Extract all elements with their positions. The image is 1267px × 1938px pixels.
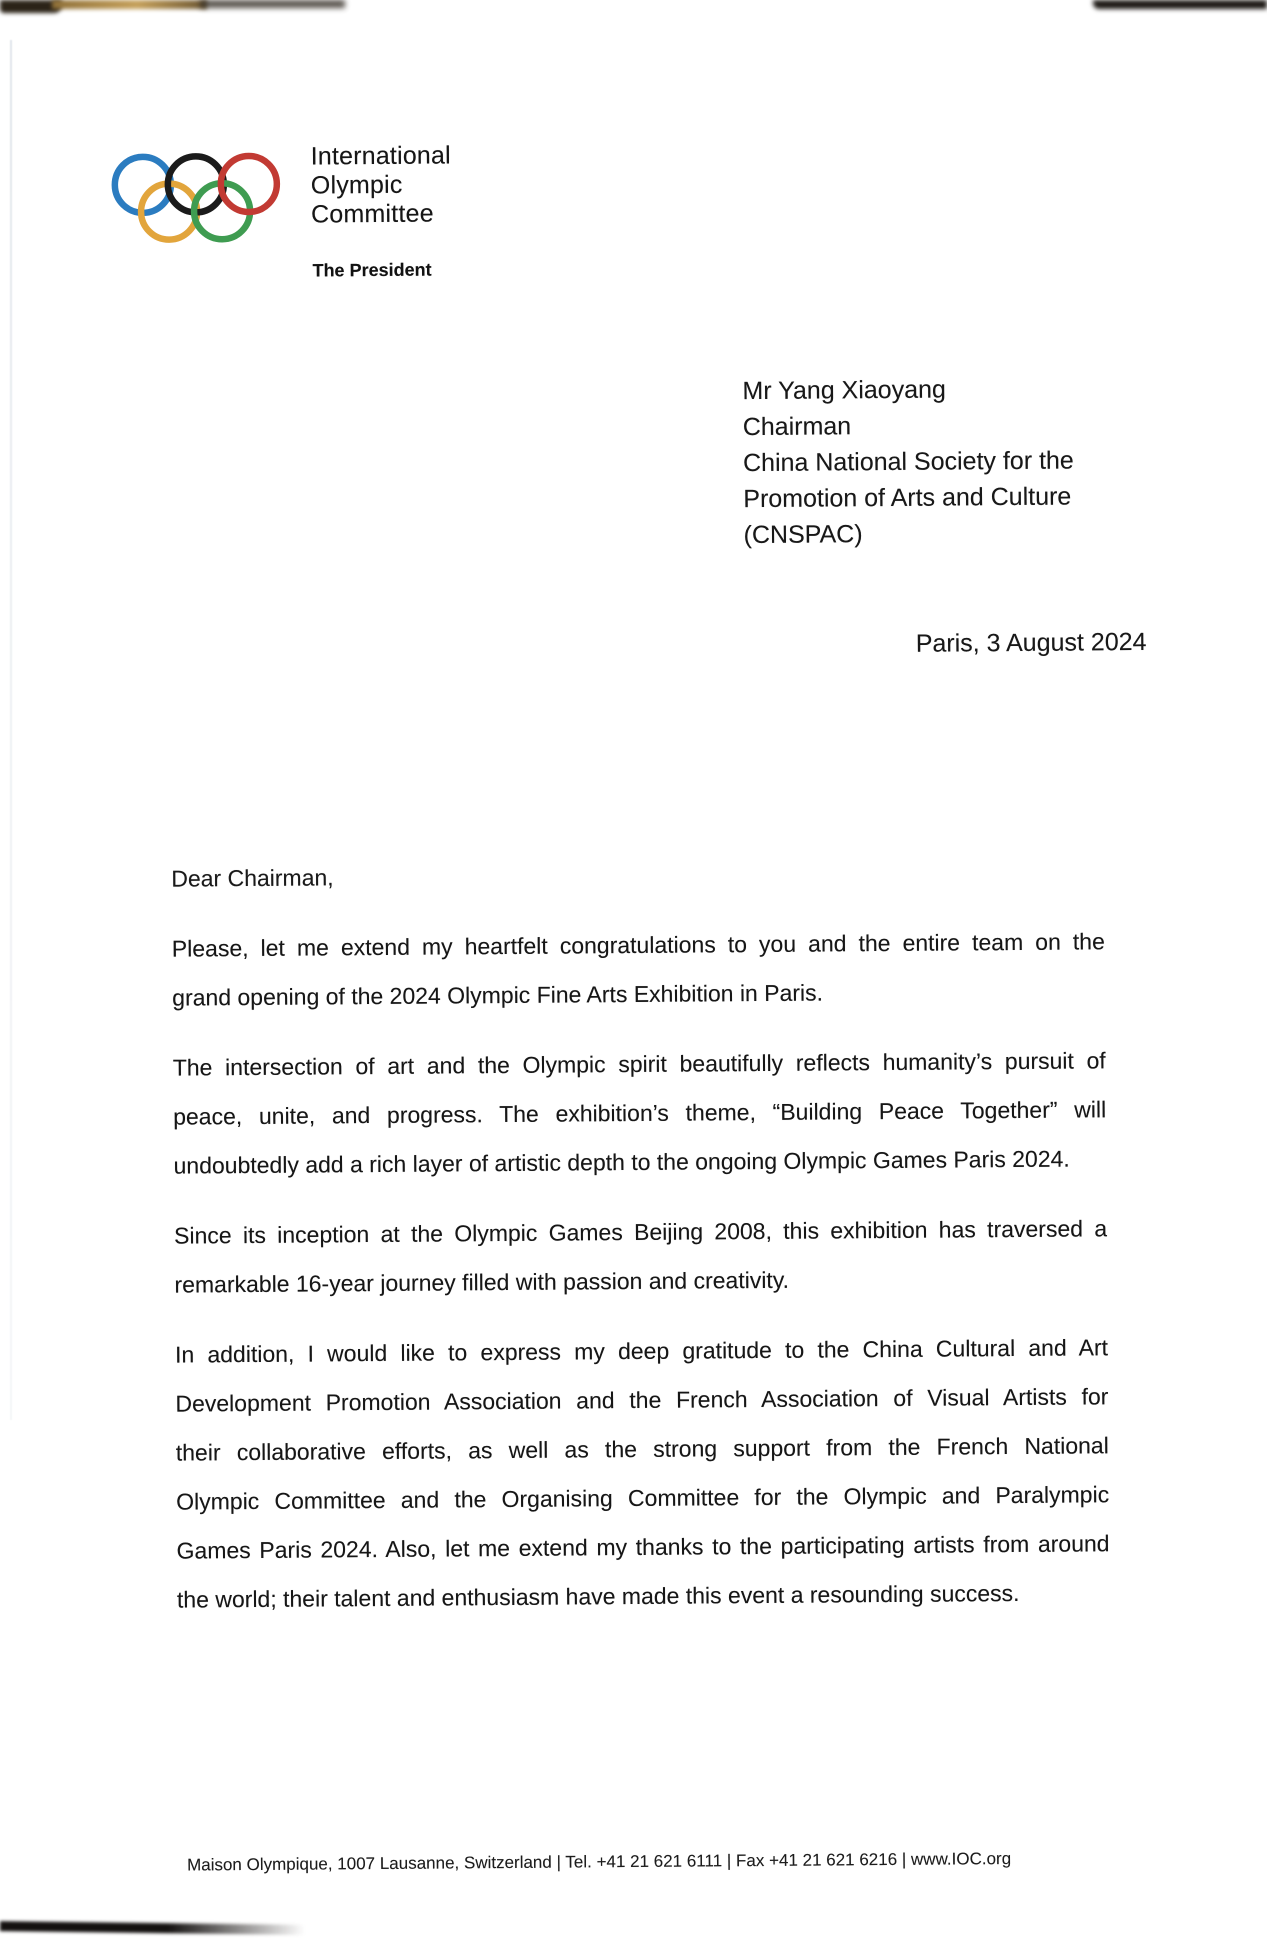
body-paragraph [174,1204,1108,1309]
salutation: Dear Chairman, [171,864,334,892]
olympic-rings-svg [109,150,284,247]
text-line: Mr Yang Xiaoyang [742,375,946,406]
body-line: remarkable 16-year journey filled with passion and creativity. [174,1266,790,1298]
footer-contact-line: Maison Olympique, 1007 Lausanne, Switzerland | Tel. +41 21 621 6111 | Fax +41 21 621 6216 | www.IOC.org [186,1849,1012,1875]
recipient-address [742,371,1074,554]
text-line: Promotion of Arts and Culture [743,482,1072,514]
body-line: the world; their talent and enthusiasm have made this event a resounding success. [176,1579,1020,1613]
text-line: China National Society for the [742,446,1074,478]
body-line: Please, let me extend my heartfelt congratulations to you and the entire team on the [171,928,1105,962]
body-line: Development Promotion Association and the French Association of Visual Artists for [175,1383,1109,1417]
body-line: Games Paris 2024. Also, let me extend my thanks to the participating artists from around [176,1530,1110,1564]
body-line: Since its inception at the Olympic Games Beijing 2008, this exhibition has traversed a [173,1215,1108,1249]
text-line: (CNSPAC) [743,520,863,550]
text-line: Olympic [310,170,403,200]
text-line: Chairman [742,412,852,442]
text-line: Committee [310,199,434,229]
org-name [311,141,452,229]
sender-title: The President [312,259,432,281]
body-line: grand opening of the 2024 Olympic Fine Arts Exhibition in Paris. [172,979,824,1011]
text-line: International [310,141,451,171]
body-paragraph [172,917,1106,1022]
body-line: Olympic Committee and the Organising Committee for the Olympic and Paralympic [176,1481,1110,1515]
body-line: undoubtedly add a rich layer of artistic depth to the ongoing Olympic Games Paris 2024. [173,1145,1070,1179]
olympic-rings-icon [109,150,284,247]
body-line: The intersection of art and the Olympic spirit beautifully reflects humanity’s pursuit of [172,1047,1106,1081]
body-line: peace, unite, and progress. The exhibition’s theme, “Building Peace Together” will [173,1096,1107,1130]
body-paragraph [175,1323,1110,1624]
body-paragraph [173,1036,1107,1190]
date-line: Paris, 3 August 2024 [915,627,1147,658]
letter-body [172,917,1111,1645]
body-line: In addition, I would like to express my deep gratitude to the China Cultural and Art [174,1334,1109,1368]
body-line: their collaborative efforts, as well as the strong support from the French National [175,1432,1109,1466]
